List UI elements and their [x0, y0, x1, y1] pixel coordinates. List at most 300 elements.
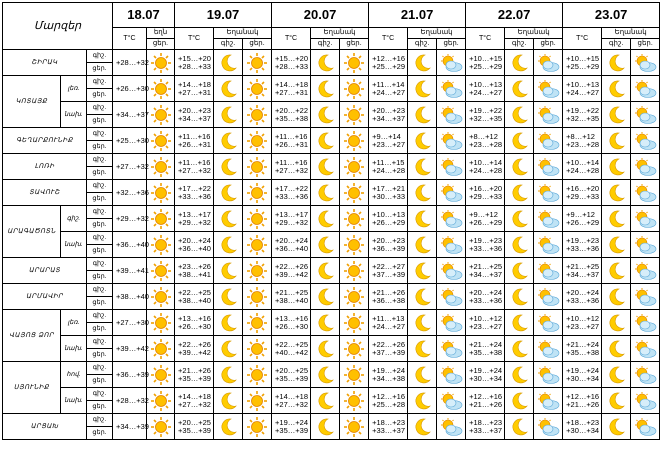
day-temperature: +27…+32 — [178, 399, 211, 409]
night-temperature: +9…+14 — [372, 131, 401, 141]
night-temperature: +10…+12 — [469, 313, 503, 323]
moon-icon — [602, 76, 631, 102]
temperature-range: +28…+32 — [113, 388, 147, 414]
moon-icon — [408, 310, 437, 336]
date-header: 21.07 — [369, 3, 466, 28]
sun-icon — [243, 336, 272, 362]
day-temperature: +34…+37 — [178, 113, 211, 123]
day-temperature: +33…+36 — [566, 295, 600, 305]
moon-icon — [214, 50, 243, 76]
temperature-range — [369, 310, 408, 336]
temperature-range — [272, 388, 311, 414]
temperature-range: +29…+32 — [113, 206, 147, 232]
sun-cloud-icon — [437, 284, 466, 310]
day-temperature: +28…+33 — [275, 61, 308, 71]
sun-icon — [147, 76, 175, 102]
night-label: գիշ. — [87, 388, 113, 401]
sun-icon — [243, 310, 272, 336]
day-temperature: +37…+39 — [372, 347, 406, 357]
temperature-range — [175, 336, 214, 362]
day-temperature: +35…+38 — [275, 113, 308, 123]
temperature-range — [272, 128, 311, 154]
temperature-range — [272, 310, 311, 336]
weather-header: Եղանակ — [311, 28, 369, 39]
moon-icon — [311, 76, 340, 102]
day-temperature: +32…+35 — [469, 113, 503, 123]
sun-icon — [243, 258, 272, 284]
table-row — [3, 284, 660, 297]
temperature-range — [563, 388, 602, 414]
moon-icon — [214, 310, 243, 336]
temperature-range — [563, 362, 602, 388]
temperature-range: +27…+30 — [113, 310, 147, 336]
sun-cloud-icon — [437, 128, 466, 154]
night-temperature: +12…+16 — [372, 53, 406, 63]
night-temperature: +23…+26 — [178, 261, 211, 271]
night-temperature: +14…+18 — [178, 79, 211, 89]
weather-header: Եղանակ — [214, 28, 272, 39]
region-name: ԱՐՑԱԽ — [3, 414, 87, 440]
sun-cloud-icon — [631, 128, 660, 154]
moon-icon — [505, 232, 534, 258]
night-temperature: +19…+24 — [566, 365, 600, 375]
moon-icon — [311, 50, 340, 76]
moon-icon — [408, 102, 437, 128]
temperature-range — [369, 180, 408, 206]
table-row — [3, 414, 660, 427]
day-temperature: +35…+38 — [469, 347, 503, 357]
moon-icon — [311, 284, 340, 310]
night-temperature: +20…+23 — [372, 235, 406, 245]
night-temperature: +20…+24 — [566, 287, 600, 297]
sun-cloud-icon — [534, 180, 563, 206]
moon-icon — [311, 180, 340, 206]
temperature-range — [563, 128, 602, 154]
day-temperature: +23…+27 — [566, 321, 600, 331]
moon-icon — [602, 362, 631, 388]
subregion-label: գիշ. — [61, 206, 87, 232]
temperature-range — [272, 206, 311, 232]
moon-icon — [214, 102, 243, 128]
temperature-range — [563, 50, 602, 76]
night-temperature: +11…+16 — [178, 131, 211, 141]
moon-icon — [214, 414, 243, 440]
temperature-range — [563, 76, 602, 102]
night-temperature: +10…+13 — [566, 79, 600, 89]
temperature-range — [466, 102, 505, 128]
regions-header: Մարզեր — [3, 3, 113, 50]
night-temperature: +19…+22 — [469, 105, 503, 115]
sun-cloud-icon — [631, 232, 660, 258]
day-temperature: +28…+33 — [178, 61, 211, 71]
temperature-range — [272, 414, 311, 440]
night-label: գիշ. — [87, 154, 113, 167]
night-temperature: +13…+16 — [275, 313, 308, 323]
table-row — [3, 102, 660, 115]
night-temperature: +20…+24 — [178, 235, 211, 245]
sun-cloud-icon — [437, 388, 466, 414]
day-temperature: +39…+42 — [178, 347, 211, 357]
temperature-range — [175, 128, 214, 154]
temperature-range — [466, 388, 505, 414]
day-temperature: +27…+31 — [178, 87, 211, 97]
moon-icon — [408, 284, 437, 310]
night-header: գիշ. — [602, 39, 631, 50]
temperature-range — [175, 154, 214, 180]
temperature-range — [466, 154, 505, 180]
subregion-label: նախ. — [61, 102, 87, 128]
moon-icon — [311, 362, 340, 388]
sun-icon — [243, 76, 272, 102]
temperature-range — [466, 284, 505, 310]
sun-cloud-icon — [631, 310, 660, 336]
sun-icon — [340, 102, 369, 128]
day-temperature: +25…+29 — [566, 61, 600, 71]
moon-icon — [602, 284, 631, 310]
temperature-range: +28…+32 — [113, 50, 147, 76]
temperature-range — [369, 388, 408, 414]
night-temperature: +15…+20 — [178, 53, 211, 63]
temperature-range: +39…+42 — [113, 336, 147, 362]
day-label: ցեր. — [87, 245, 113, 258]
day-temperature: +21…+26 — [566, 399, 600, 409]
weather-header: Եղանակ — [408, 28, 466, 39]
weather-header: եղն — [147, 28, 175, 39]
moon-icon — [214, 284, 243, 310]
moon-icon — [214, 128, 243, 154]
day-label: ցեր. — [87, 167, 113, 180]
moon-icon — [408, 128, 437, 154]
day-label: ցեր. — [87, 427, 113, 440]
sun-icon — [243, 180, 272, 206]
sun-icon — [340, 76, 369, 102]
night-temperature: +10…+14 — [469, 157, 503, 167]
night-temperature: +17…+21 — [372, 183, 406, 193]
night-temperature: +10…+13 — [469, 79, 503, 89]
sun-cloud-icon — [437, 414, 466, 440]
moon-icon — [505, 206, 534, 232]
night-temperature: +20…+24 — [275, 235, 308, 245]
moon-icon — [408, 336, 437, 362]
sun-icon — [340, 180, 369, 206]
day-temperature: +23…+27 — [469, 321, 503, 331]
day-temperature: +33…+37 — [372, 425, 406, 435]
day-label: ցեր. — [87, 89, 113, 102]
temperature-range — [272, 180, 311, 206]
night-label: գիշ. — [87, 362, 113, 375]
date-header: 22.07 — [466, 3, 563, 28]
night-temperature: +10…+15 — [469, 53, 503, 63]
day-temperature: +26…+31 — [178, 139, 211, 149]
moon-icon — [214, 362, 243, 388]
day-header: ցեր. — [243, 39, 272, 50]
night-label: գիշ. — [87, 76, 113, 89]
sun-cloud-icon — [437, 336, 466, 362]
day-temperature: +36…+40 — [275, 243, 308, 253]
moon-icon — [505, 388, 534, 414]
night-temperature: +11…+16 — [178, 157, 211, 167]
moon-icon — [408, 258, 437, 284]
moon-icon — [311, 258, 340, 284]
temp-header: T°C — [113, 28, 147, 50]
day-header: ցեր. — [437, 39, 466, 50]
sun-cloud-icon — [631, 362, 660, 388]
night-temperature: +19…+24 — [469, 365, 503, 375]
day-temperature: +23…+27 — [372, 139, 406, 149]
day-temperature: +23…+28 — [566, 139, 600, 149]
moon-icon — [602, 128, 631, 154]
day-temperature: +30…+34 — [566, 373, 600, 383]
table-row — [3, 50, 660, 63]
night-temperature: +21…+25 — [275, 287, 308, 297]
day-label: ցեր. — [87, 63, 113, 76]
day-temperature: +29…+32 — [275, 217, 308, 227]
table-row — [3, 336, 660, 349]
temperature-range — [272, 258, 311, 284]
day-temperature: +29…+33 — [566, 191, 600, 201]
temperature-range — [369, 284, 408, 310]
moon-icon — [602, 258, 631, 284]
moon-icon — [505, 76, 534, 102]
temperature-range — [466, 336, 505, 362]
day-label: ցեր. — [87, 349, 113, 362]
moon-icon — [602, 206, 631, 232]
subregion-label: նախ. — [61, 336, 87, 362]
moon-icon — [408, 362, 437, 388]
sun-cloud-icon — [437, 76, 466, 102]
night-temperature: +21…+26 — [178, 365, 211, 375]
temp-header: T°C — [175, 28, 214, 50]
sun-cloud-icon — [631, 76, 660, 102]
day-temperature: +24…+27 — [372, 321, 406, 331]
day-temperature: +33…+36 — [469, 295, 503, 305]
moon-icon — [408, 206, 437, 232]
day-label: ցեր. — [87, 115, 113, 128]
night-temperature: +21…+25 — [566, 261, 600, 271]
sun-icon — [147, 310, 175, 336]
moon-icon — [311, 414, 340, 440]
temperature-range — [175, 180, 214, 206]
day-temperature: +39…+42 — [275, 269, 308, 279]
sun-cloud-icon — [437, 258, 466, 284]
night-temperature: +15…+20 — [275, 53, 308, 63]
moon-icon — [408, 232, 437, 258]
night-header: գիշ. — [214, 39, 243, 50]
night-temperature: +20…+23 — [372, 105, 406, 115]
temperature-range — [175, 414, 214, 440]
moon-icon — [408, 414, 437, 440]
sun-cloud-icon — [631, 388, 660, 414]
night-temperature: +16…+20 — [566, 183, 600, 193]
day-label: ցեր. — [87, 219, 113, 232]
day-temperature: +26…+29 — [469, 217, 503, 227]
moon-icon — [311, 336, 340, 362]
day-temperature: +27…+32 — [178, 165, 211, 175]
sun-cloud-icon — [631, 336, 660, 362]
temperature-range — [563, 206, 602, 232]
temperature-range — [466, 310, 505, 336]
moon-icon — [505, 128, 534, 154]
day-temperature: +38…+40 — [275, 295, 308, 305]
day-temperature: +36…+40 — [178, 243, 211, 253]
temperature-range — [175, 102, 214, 128]
moon-icon — [602, 102, 631, 128]
temperature-range — [563, 310, 602, 336]
sun-icon — [243, 388, 272, 414]
sun-cloud-icon — [631, 102, 660, 128]
sun-icon — [340, 258, 369, 284]
night-temperature: +14…+18 — [275, 391, 308, 401]
temperature-range — [466, 76, 505, 102]
moon-icon — [214, 232, 243, 258]
temperature-range — [175, 232, 214, 258]
day-temperature: +26…+30 — [275, 321, 308, 331]
day-temperature: +25…+28 — [372, 399, 406, 409]
sun-icon — [147, 50, 175, 76]
temperature-range — [272, 362, 311, 388]
temperature-range: +36…+40 — [113, 232, 147, 258]
moon-icon — [505, 414, 534, 440]
sun-cloud-icon — [534, 258, 563, 284]
moon-icon — [505, 258, 534, 284]
night-temperature: +14…+18 — [178, 391, 211, 401]
temperature-range — [466, 362, 505, 388]
region-name: ՎԱՅՈՑ ՁՈՐ — [3, 310, 61, 362]
table-row — [3, 206, 660, 219]
table-row — [3, 258, 660, 271]
night-label: գիշ. — [87, 284, 113, 297]
subregion-label: լեռ. — [61, 76, 87, 102]
night-header: գիշ. — [408, 39, 437, 50]
sun-icon — [147, 336, 175, 362]
night-temperature: +13…+16 — [178, 313, 211, 323]
table-row — [3, 232, 660, 245]
day-temperature: +24…+28 — [469, 165, 503, 175]
date-header: 19.07 — [175, 3, 272, 28]
sun-cloud-icon — [534, 154, 563, 180]
temperature-range — [369, 76, 408, 102]
day-temperature: +30…+34 — [566, 425, 600, 435]
day-temperature: +33…+36 — [469, 243, 503, 253]
region-name: ԱՐՄԱՎԻՐ — [3, 284, 87, 310]
temperature-range — [175, 310, 214, 336]
sun-icon — [243, 206, 272, 232]
region-name: ԼՈՌԻ — [3, 154, 87, 180]
temperature-range — [369, 102, 408, 128]
sun-cloud-icon — [631, 284, 660, 310]
temperature-range: +36…+39 — [113, 362, 147, 388]
moon-icon — [311, 102, 340, 128]
temperature-range — [466, 206, 505, 232]
day-temperature: +34…+38 — [372, 373, 406, 383]
day-label: ցեր. — [87, 141, 113, 154]
day-temperature: +34…+37 — [469, 269, 503, 279]
day-temperature: +33…+36 — [566, 243, 600, 253]
sun-icon — [147, 284, 175, 310]
night-label: գիշ. — [87, 336, 113, 349]
night-temperature: +21…+24 — [469, 339, 503, 349]
day-temperature: +29…+32 — [178, 217, 211, 227]
night-temperature: +12…+16 — [372, 391, 406, 401]
moon-icon — [505, 180, 534, 206]
night-temperature: +20…+23 — [178, 105, 211, 115]
sun-cloud-icon — [631, 258, 660, 284]
temperature-range: +25…+30 — [113, 128, 147, 154]
table-row — [3, 310, 660, 323]
moon-icon — [214, 206, 243, 232]
day-temperature: +37…+39 — [372, 269, 406, 279]
night-label: գիշ. — [87, 414, 113, 427]
moon-icon — [408, 388, 437, 414]
temperature-range — [272, 232, 311, 258]
night-temperature: +8…+12 — [566, 131, 595, 141]
forecast-body — [3, 50, 660, 440]
day-temperature: +27…+32 — [275, 165, 308, 175]
sun-cloud-icon — [437, 232, 466, 258]
sun-icon — [147, 232, 175, 258]
subregion-label: նախ. — [61, 232, 87, 258]
sun-icon — [340, 154, 369, 180]
subregion-label: լեռ. — [61, 310, 87, 336]
day-header: ցեր. — [147, 39, 175, 50]
temperature-range: +26…+30 — [113, 76, 147, 102]
temperature-range: +34…+37 — [113, 102, 147, 128]
sun-cloud-icon — [437, 50, 466, 76]
moon-icon — [408, 50, 437, 76]
day-temperature: +36…+38 — [372, 295, 406, 305]
sun-cloud-icon — [437, 180, 466, 206]
table-row — [3, 180, 660, 193]
temperature-range — [563, 414, 602, 440]
day-temperature: +23…+28 — [469, 139, 503, 149]
region-name: ԳԵՂԱՐՔՈՒՆԻՔ — [3, 128, 87, 154]
moon-icon — [602, 336, 631, 362]
day-temperature: +34…+37 — [372, 113, 406, 123]
day-label: ցեր. — [87, 401, 113, 414]
sun-icon — [147, 388, 175, 414]
day-temperature: +32…+35 — [566, 113, 600, 123]
temperature-range — [563, 102, 602, 128]
day-temperature: +25…+29 — [469, 61, 503, 71]
night-label: գիշ. — [87, 232, 113, 245]
temperature-range — [369, 414, 408, 440]
night-temperature: +22…+26 — [178, 339, 211, 349]
temp-header: T°C — [563, 28, 602, 50]
weather-header: Եղանակ — [505, 28, 563, 39]
day-temperature: +34…+37 — [566, 269, 600, 279]
moon-icon — [214, 154, 243, 180]
night-temperature: +11…+13 — [372, 313, 405, 323]
day-temperature: +24…+27 — [566, 87, 600, 97]
day-temperature: +36…+39 — [372, 243, 406, 253]
day-temperature: +30…+34 — [469, 373, 503, 383]
moon-icon — [311, 310, 340, 336]
day-temperature: +33…+37 — [469, 425, 503, 435]
region-name: ՏԱՎՈՒՇ — [3, 180, 87, 206]
temperature-range — [369, 258, 408, 284]
table-row — [3, 388, 660, 401]
weather-forecast-table — [2, 2, 660, 440]
temperature-range — [563, 154, 602, 180]
sun-icon — [243, 362, 272, 388]
sun-icon — [147, 206, 175, 232]
temperature-range — [175, 388, 214, 414]
moon-icon — [214, 258, 243, 284]
day-temperature: +26…+29 — [566, 217, 600, 227]
temperature-range: +39…+41 — [113, 258, 147, 284]
sun-cloud-icon — [437, 206, 466, 232]
date-header: 20.07 — [272, 3, 369, 28]
